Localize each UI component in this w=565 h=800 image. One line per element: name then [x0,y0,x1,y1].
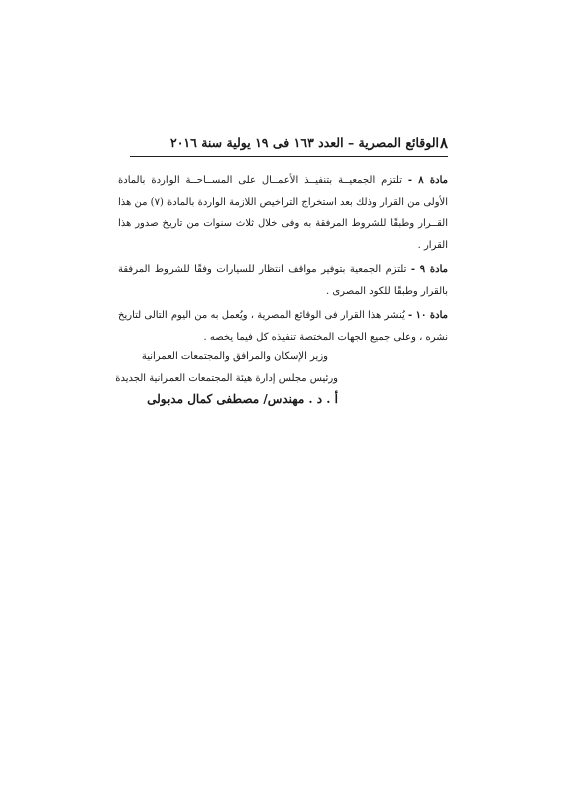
article-text: تلتزم الجمعية بتوفير مواقف انتظار للسيارات وفقًا للشروط المرفقة بالقرار وطبقًا للكود المصرى . [118,264,448,297]
article-paragraph [118,259,448,302]
article-text: تلتزم الجمعيــة بتنفيــذ الأعمــال على المســاحــة الواردة بالمادة الأولى من القرار وذلك بعد استخراج التراخيص اللازمة الواردة بالمادة (٧) من هذا القــرار وطبقًا للشروط المرفقة به وفى خلال ثلاث سنوات من تاريخ صدور هذا القرار . [118,175,449,251]
signatory-title-line2: ورئيس مجلس إدارة هيئة المجتمعات العمرانية الجديدة [115,372,338,384]
article-label: مادة ٩ - [410,264,449,275]
header-divider [130,156,448,157]
signatory-title-line1: وزير الإسكان والمرافق والمجتمعات العمرانية [141,351,328,362]
page-header [130,130,448,156]
article-text: يُنشر هذا القرار فى الوقائع المصرية ، ويُعمل به من اليوم التالى لتاريخ نشره ، وعلى جميع الجهات المختصة تنفيذه كل فيما يخصه . [118,310,448,343]
article-paragraph [118,170,448,256]
page-number: ٨ [439,134,448,152]
signatory-name: أ . د . مهندس/ مصطفى كمال مدبولى [147,392,338,406]
article-label: مادة ١٠ - [407,310,449,321]
article-paragraph [118,305,448,348]
gazette-issue-title: الوقائع المصرية – العدد ١٦٣ فى ١٩ يولية سنة ٢٠١٦ [170,135,439,150]
signature-block [115,346,448,411]
document-body [118,170,448,351]
article-label: مادة ٨ - [407,175,448,186]
